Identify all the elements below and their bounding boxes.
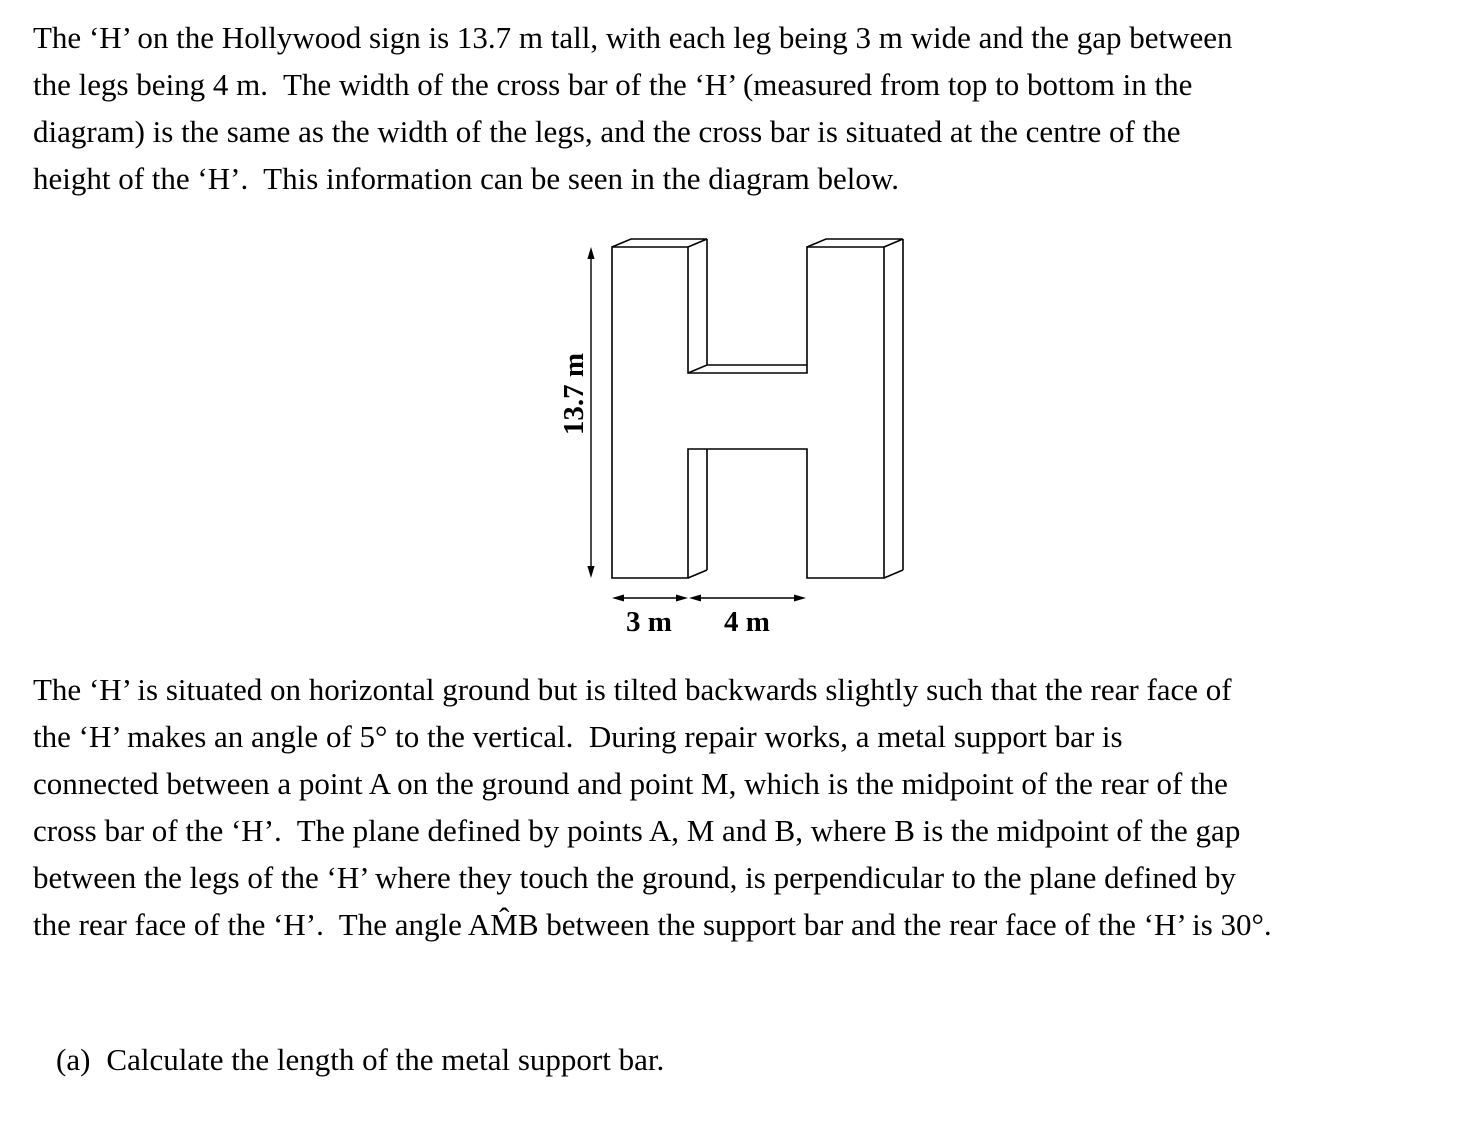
- leg-width-dimension-arrow: [612, 595, 688, 602]
- text-line: The ‘H’ on the Hollywood sign is 13.7 m tall, with each leg being 3 m wide and the gap between: [33, 20, 1233, 55]
- h-sign-diagram: [545, 225, 925, 640]
- h-right-leg-back-edge: [884, 239, 903, 578]
- text-line: between the legs of the ‘H’ where they touch the ground, is perpendicular to the plane defined by: [33, 860, 1236, 895]
- text-line: cross bar of the ‘H’. The plane defined by points A, M and B, where B is the midpoint of the gap: [33, 813, 1241, 848]
- gap-width-dimension-arrow: [689, 595, 806, 602]
- h-front-face-outline: [612, 247, 884, 578]
- text-line: the legs being 4 m. The width of the cross bar of the ‘H’ (measured from top to bottom in the: [33, 67, 1193, 102]
- text-line: the rear face of the ‘H’. The angle AM̂B between the support bar and the rear face of the ‘H’ is 30°.: [33, 907, 1272, 942]
- text-line: the ‘H’ makes an angle of 5° to the vertical. During repair works, a metal support bar is: [33, 719, 1123, 754]
- question-a-text: Calculate the length of the metal support bar.: [106, 1042, 665, 1077]
- text-line: diagram) is the same as the width of the legs, and the cross bar is situated at the centre of the: [33, 114, 1181, 149]
- question-a: [25, 989, 664, 1130]
- height-dimension-label: 13.7 m: [558, 352, 590, 436]
- h-left-leg-top-face: [612, 239, 707, 247]
- h-left-leg-inner-back-edge-lower: [688, 449, 707, 578]
- h-crossbar-top-face: [688, 365, 807, 373]
- question-a-label: (a): [56, 1042, 91, 1077]
- body-paragraph: [33, 666, 1272, 948]
- text-line: height of the ‘H’. This information can be seen in the diagram below.: [33, 161, 900, 196]
- gap-width-label: 4 m: [724, 606, 770, 638]
- text-line: The ‘H’ is situated on horizontal ground but is tilted backwards slightly such that the rear face of: [33, 672, 1232, 707]
- leg-width-label: 3 m: [626, 606, 672, 638]
- intro-paragraph: [33, 14, 1233, 202]
- text-line: connected between a point A on the ground and point M, which is the midpoint of the rear of the: [33, 766, 1228, 801]
- h-right-leg-top-face: [807, 239, 903, 247]
